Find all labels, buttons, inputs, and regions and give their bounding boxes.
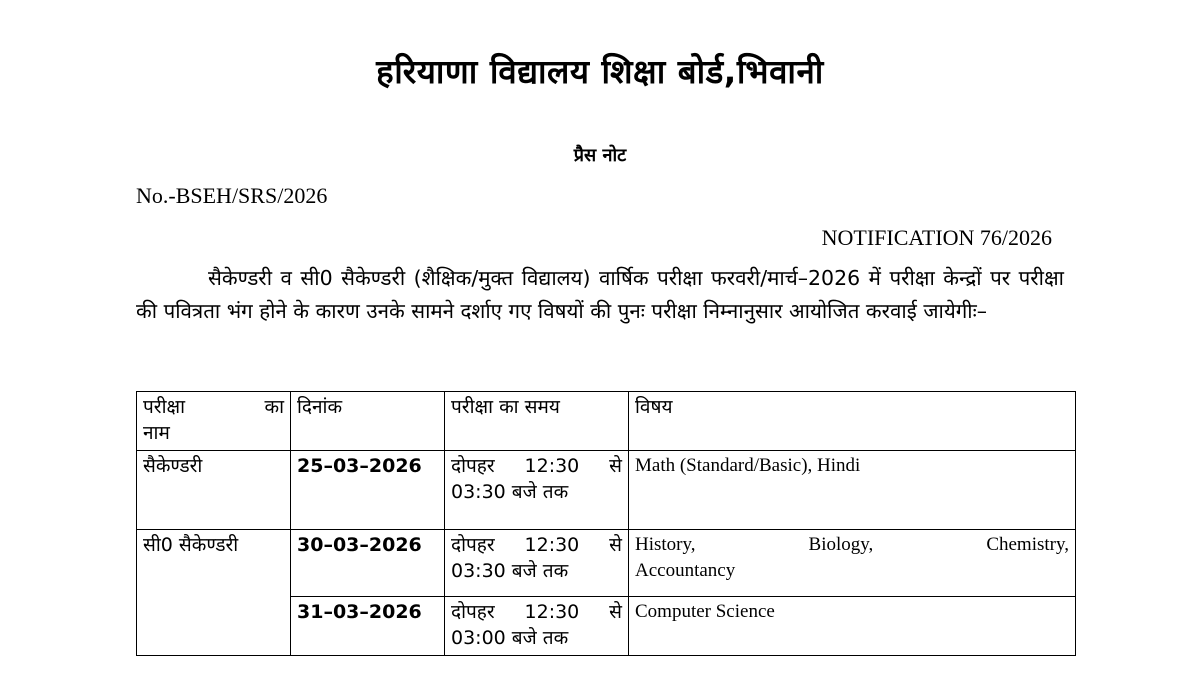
time-part: 12:30	[524, 601, 580, 623]
time-part: दोपहर	[451, 455, 495, 477]
header-exam-name	[137, 392, 291, 451]
table-header-row	[137, 392, 1076, 451]
time-part: दोपहर	[451, 601, 495, 623]
time-part: 12:30	[524, 455, 580, 477]
header-exam-name-word2: का	[264, 396, 284, 418]
subject-part: Chemistry,	[986, 534, 1069, 555]
notice-paragraph: सैकेण्डरी व सी0 सैकेण्डरी (शैक्षिक/मुक्त विद्यालय) वार्षिक परीक्षा फरवरी/मार्च–2026 में परीक्षा केन्द्रों पर परीक्षा की पवित्रता भंग होने के कारण उनके सामने दर्शाए गए विषयों की पुनः परीक्षा निम्नानुसार आयोजित करवाई जायेगीः–	[136, 266, 1064, 323]
board-title: हरियाणा विद्यालय शिक्षा बोर्ड,भिवानी	[376, 52, 824, 91]
subject-part: Accountancy	[635, 560, 736, 581]
time-end: 03:30 बजे तक	[451, 560, 569, 582]
time-part: से	[609, 601, 622, 623]
subject-part: Biology,	[808, 534, 874, 555]
exam-name-cell: सैकेण्डरी	[137, 451, 291, 530]
time-part: दोपहर	[451, 534, 495, 556]
header-subject: विषय	[629, 392, 1076, 451]
subject-cell: Computer Science	[629, 597, 1076, 656]
header-time: परीक्षा का समय	[445, 392, 629, 451]
exam-name-cell: सी0 सैकेण्डरी	[137, 530, 291, 656]
time-cell	[445, 451, 629, 530]
subject-cell	[629, 530, 1076, 597]
time-end: 03:30 बजे तक	[451, 481, 569, 503]
time-part: से	[609, 455, 622, 477]
subject-cell: Math (Standard/Basic), Hindi	[629, 451, 1076, 530]
time-end: 03:00 बजे तक	[451, 627, 569, 649]
table-row	[137, 530, 1076, 597]
date-cell: 31–03–2026	[291, 597, 445, 656]
time-part: से	[609, 534, 622, 556]
header-date: दिनांक	[291, 392, 445, 451]
time-cell	[445, 530, 629, 597]
header-exam-name-word3: नाम	[143, 422, 170, 444]
time-part: 12:30	[524, 534, 580, 556]
subject-part: History,	[635, 534, 696, 555]
notification-number: NOTIFICATION 76/2026	[821, 225, 1052, 250]
exam-schedule-table	[136, 391, 1076, 656]
table-row	[137, 451, 1076, 530]
reference-number: No.-BSEH/SRS/2026	[136, 183, 328, 208]
date-cell: 25–03–2026	[291, 451, 445, 530]
date-cell: 30–03–2026	[291, 530, 445, 597]
press-note-heading: प्रैस नोट	[573, 145, 627, 166]
time-cell	[445, 597, 629, 656]
header-exam-name-word1: परीक्षा	[143, 396, 186, 418]
